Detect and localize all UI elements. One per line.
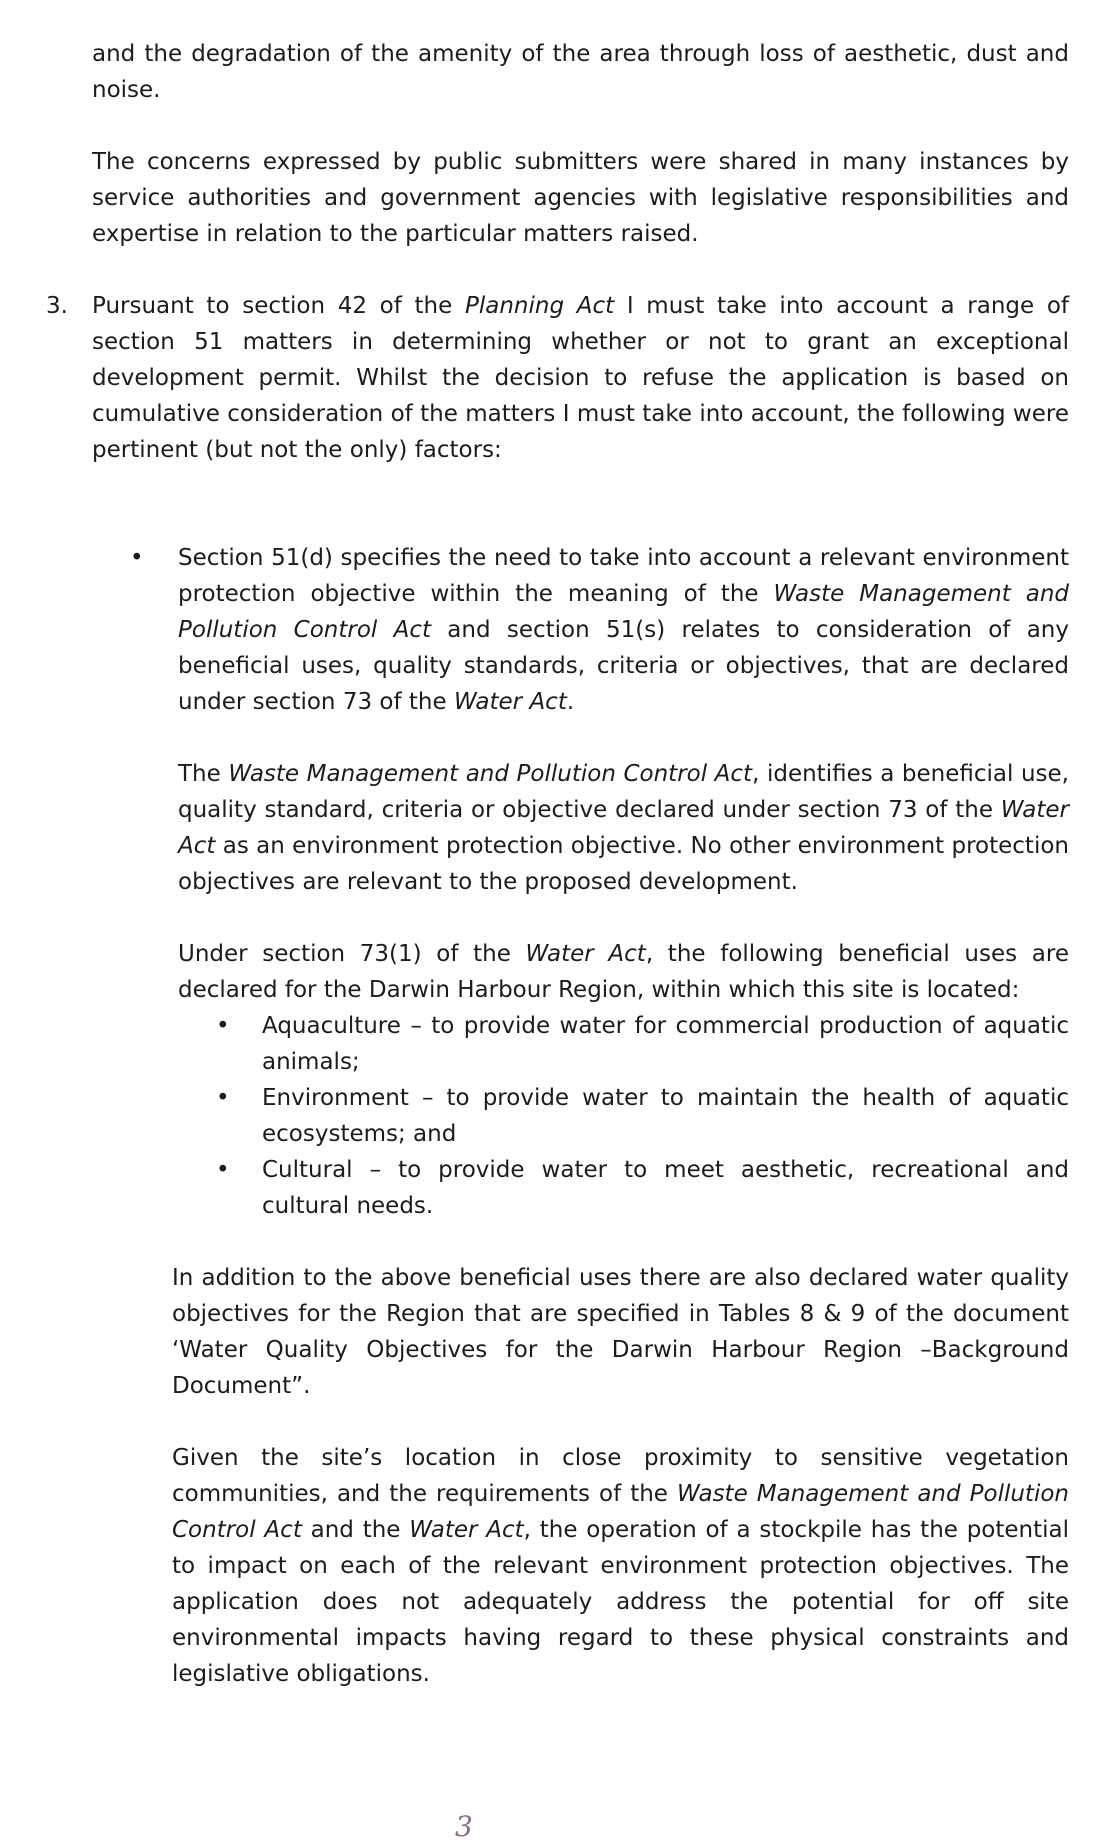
- bullet-icon: •: [130, 545, 144, 571]
- bullet-section-51-text: [178, 540, 1069, 720]
- bullet-icon: •: [216, 1085, 230, 1111]
- bullet-text-a: Section 51(d) specifies the need to take into account a relevant environment protection objective within the meaning of the: [178, 545, 1069, 607]
- act-title-wmpca: Waste Management and Pollution Control Act: [178, 581, 1069, 643]
- wmpca-text-c: as an environment protection objective. No other environment protection objectives are relevant to the proposed development.: [178, 833, 1069, 895]
- item-3-text-a: Pursuant to section 42 of the: [92, 293, 465, 319]
- section73-text-b: , the following beneficial uses are declared for the Darwin Harbour Region, within which this site is located:: [178, 941, 1069, 1003]
- page-number: 3: [455, 1810, 473, 1843]
- bullet-icon: •: [216, 1157, 230, 1183]
- act-title-wmpca: Waste Management and Pollution Control Act: [228, 761, 753, 787]
- given-text-b: and the: [301, 1517, 410, 1543]
- list-item: [216, 1008, 1069, 1080]
- item-number: 3.: [46, 293, 68, 319]
- paragraph-given: [172, 1440, 1069, 1692]
- given-text-c: , the operation of a stockpile has the potential to impact on each of the relevant environment protection objectives. The application does not adequately address the potential for off site environmental impacts having regard to these physical constraints and legislative obligations.: [172, 1517, 1070, 1687]
- list-item-text: Cultural – to provide water to meet aesthetic, recreational and cultural needs.: [262, 1157, 1069, 1219]
- list-item: [216, 1080, 1069, 1152]
- list-item-text: Environment – to provide water to maintain the health of aquatic ecosystems; and: [262, 1085, 1069, 1147]
- item-3-text: [92, 288, 1069, 468]
- wmpca-text-a: The: [178, 761, 229, 787]
- intro-paragraph-2: The concerns expressed by public submitters were shared in many instances by service authorities and government agencies with legislative responsibilities and expertise in relation to the particular matters raised.: [92, 149, 1069, 247]
- bullet-text-b: and section 51(s) relates to consideration of any beneficial uses, quality standards, criteria or objectives, that are declared under section 73 of the: [178, 617, 1069, 715]
- act-title-water: Water Act: [525, 941, 646, 967]
- bullet-text-c: .: [566, 689, 575, 715]
- bullet-section-51: [130, 540, 1069, 720]
- act-title-water: Water Act: [453, 689, 567, 715]
- act-title-planning: Planning Act: [464, 293, 615, 319]
- item-3-text-b: I must take into account a range of section 51 matters in determining whether or not to grant an exceptional development permit. Whilst the decision to refuse the application is based on cumulative consideration of the matters I must take into account, the following were pertinent (but not the only) factors:: [92, 293, 1069, 463]
- list-item-text: Aquaculture – to provide water for commercial production of aquatic animals;: [262, 1013, 1069, 1075]
- list-item: [216, 1152, 1069, 1224]
- paragraph-section-73: [178, 936, 1069, 1008]
- paragraph-wmpca: [178, 756, 1069, 900]
- intro-paragraph-1: and the degradation of the amenity of the area through loss of aesthetic, dust and noise.: [92, 41, 1069, 103]
- numbered-item-3: [46, 288, 1069, 468]
- act-title-water: Water Act: [178, 797, 1069, 859]
- beneficial-uses-list: [216, 1008, 1069, 1224]
- section73-text-a: Under section 73(1) of the: [178, 941, 526, 967]
- wmpca-text-b: , identifies a beneficial use, quality standard, criteria or objective declared under section 73 of the: [178, 761, 1069, 823]
- act-title-water: Water Act: [409, 1517, 524, 1543]
- act-title-wmpca: Waste Management and Pollution Control Act: [172, 1481, 1069, 1543]
- bullet-icon: •: [216, 1013, 230, 1039]
- given-text-a: Given the site’s location in close proximity to sensitive vegetation communities, and the requirements of the: [172, 1445, 1069, 1507]
- paragraph-addition: In addition to the above beneficial uses there are also declared water quality objectives for the Region that are specified in Tables 8 & 9 of the document ‘Water Quality Objectives for the Darwin Harbour Region –Background Document”.: [172, 1265, 1069, 1399]
